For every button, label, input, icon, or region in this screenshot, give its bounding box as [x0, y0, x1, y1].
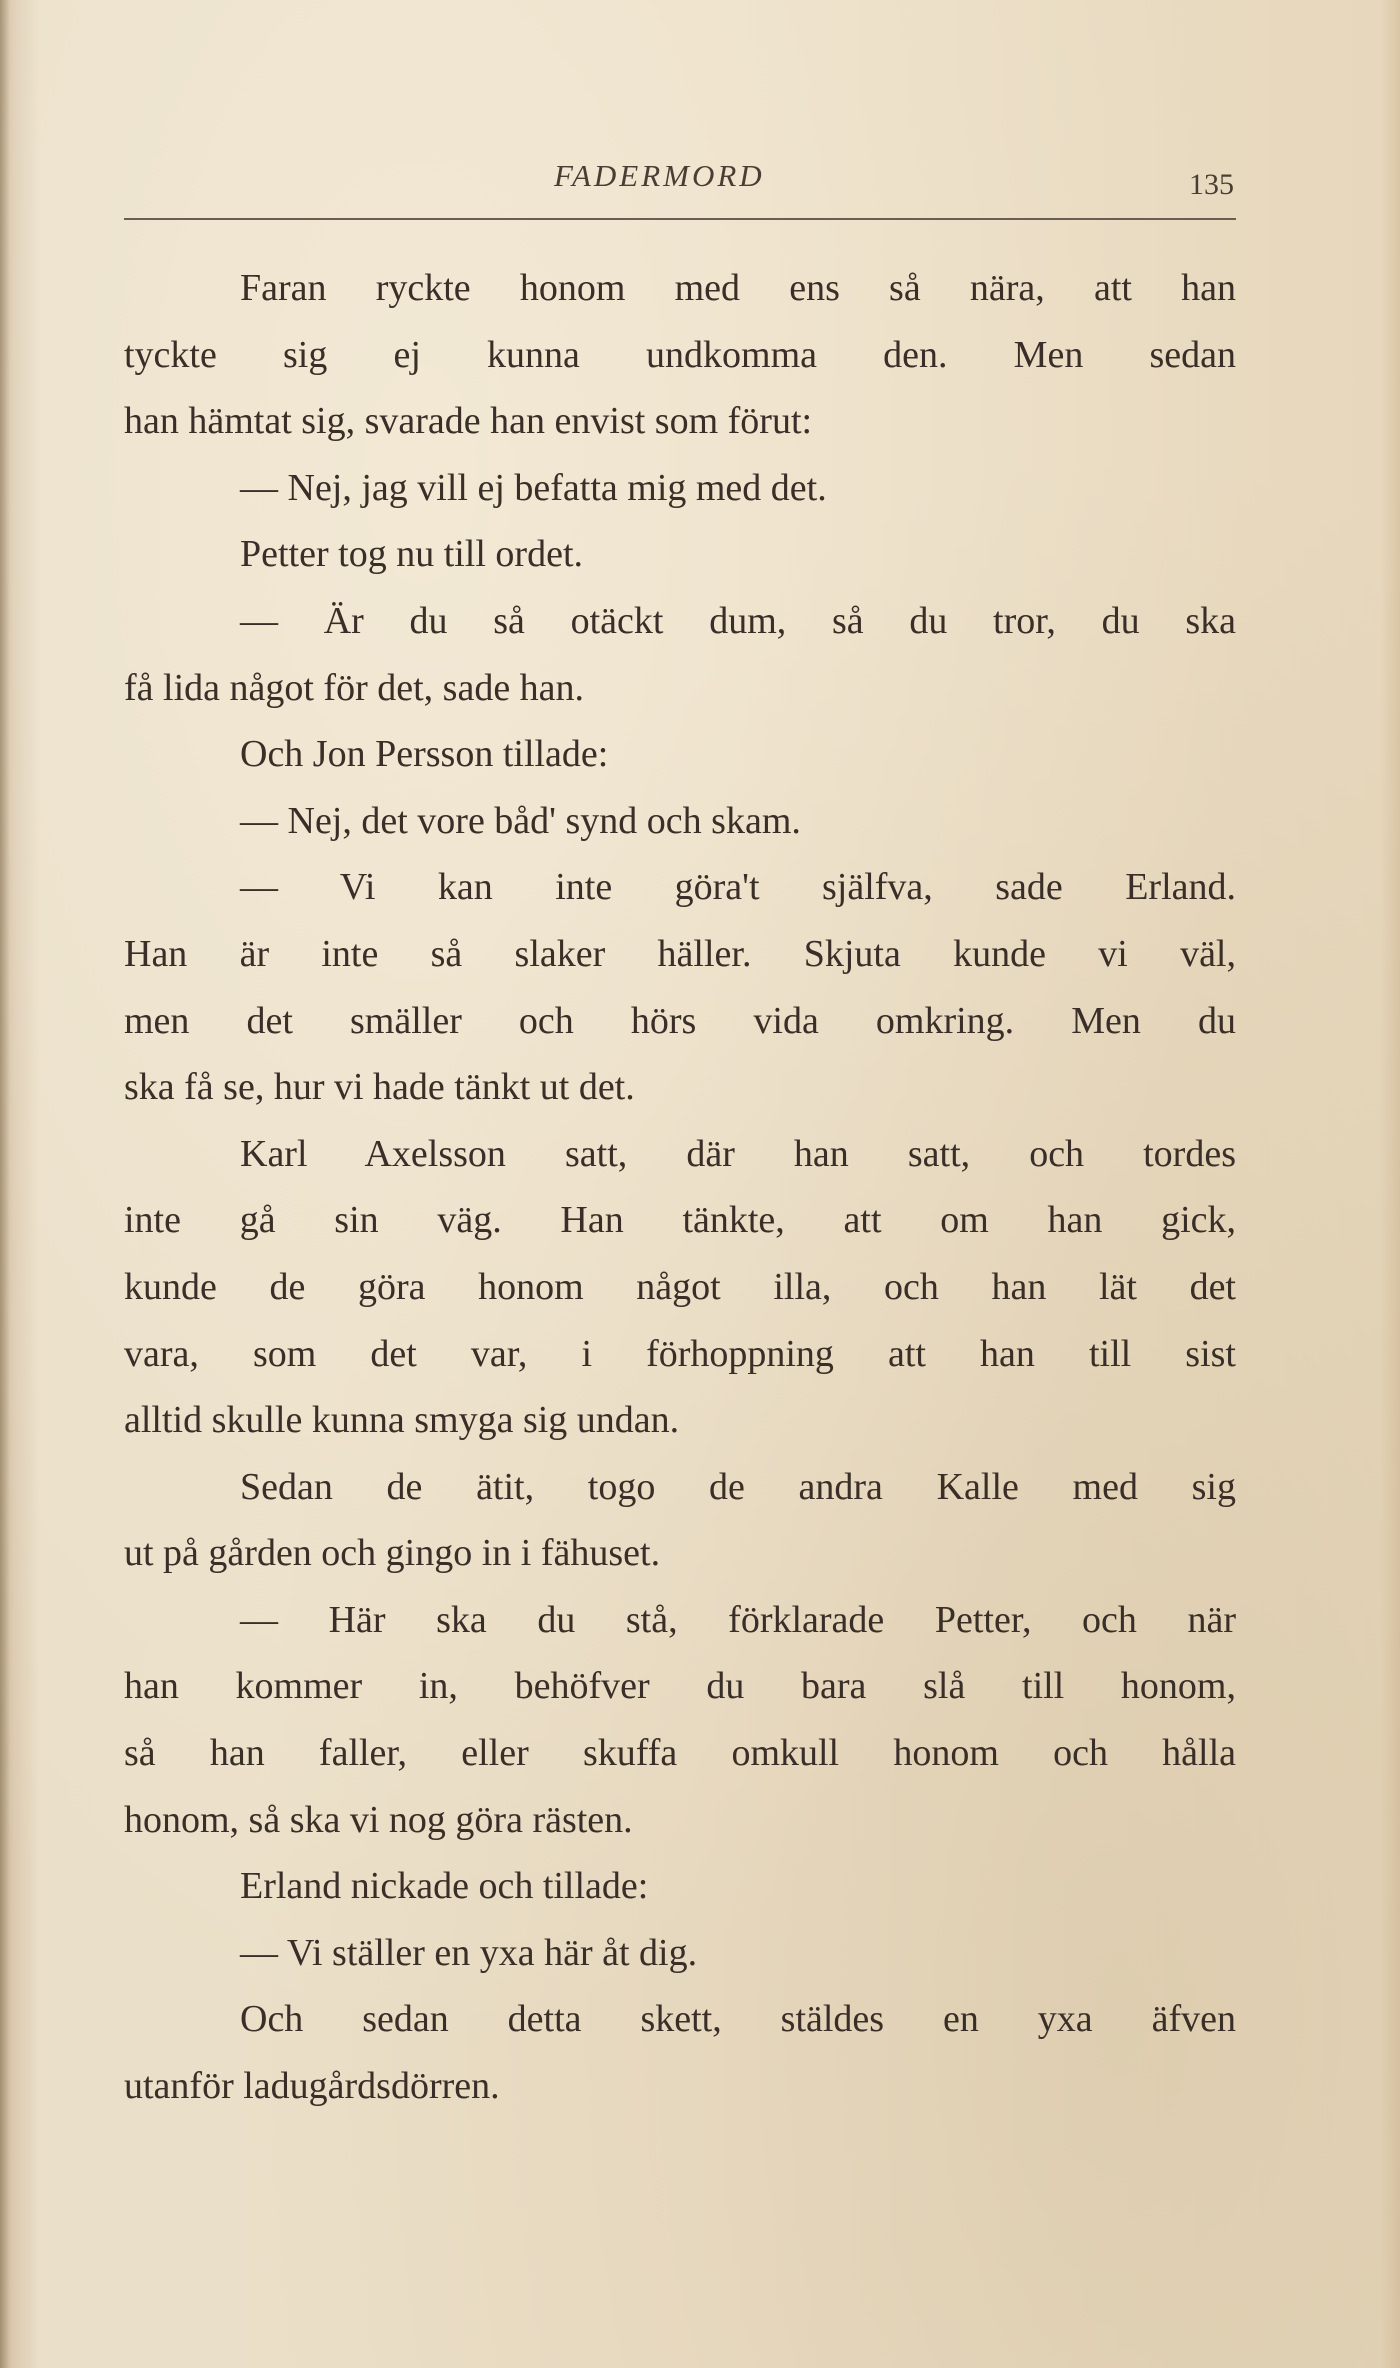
text-line: Faran ryckte honom med ens så nära, att han [240, 267, 1236, 309]
text-line: — Vi kan inte göra't själfva, sade Erland. [240, 866, 1236, 909]
text-line: så han faller, eller skuffa omkull honom och hålla [124, 1732, 1236, 1775]
text-line: inte gå sin väg. Han tänkte, att om han gick, [124, 1199, 1236, 1242]
text-line: men det smäller och hörs vida omkring. Men du [124, 999, 1236, 1042]
text-line: han hämtat sig, svarade han envist som förut: [124, 400, 813, 443]
text-line: kunde de göra honom något illa, och han lät det [124, 1265, 1236, 1308]
running-head [124, 158, 1234, 208]
text-line: Erland nickade och tillade: [240, 1865, 649, 1908]
running-title: FADERMORD [554, 158, 765, 193]
text-line: Och Jon Persson tillade: [240, 733, 609, 776]
text-line: Han är inte så slaker häller. Skjuta kunde vi väl, [124, 932, 1236, 975]
text-line: Karl Axelsson satt, där han satt, och tordes [240, 1132, 1236, 1175]
text-line: Sedan de ätit, togo de andra Kalle med sig [240, 1465, 1236, 1508]
text-line: honom, så ska vi nog göra rästen. [124, 1798, 633, 1841]
text-line: få lida något för det, sade han. [124, 666, 585, 709]
text-line: ska få se, hur vi hade tänkt ut det. [124, 1066, 635, 1109]
text-line: vara, som det var, i förhoppning att han till sist [124, 1332, 1236, 1375]
page-edge-shadow [0, 0, 10, 2368]
text-line: tyckte sig ej kunna undkomma den. Men sedan [124, 333, 1236, 376]
text-line: Petter tog nu till ordet. [240, 533, 584, 576]
text-line: — Är du så otäckt dum, så du tror, du ska [240, 599, 1236, 642]
text-line: Och sedan detta skett, stäldes en yxa äfven [240, 1998, 1236, 2041]
text-line: — Nej, jag vill ej befatta mig med det. [240, 466, 827, 509]
body-text [124, 255, 1236, 2120]
text-line: — Nej, det vore båd' synd och skam. [240, 799, 801, 842]
header-rule [124, 218, 1236, 220]
page-number: 135 [1189, 168, 1234, 201]
text-line: han kommer in, behöfver du bara slå till honom, [124, 1665, 1236, 1708]
text-line: — Vi ställer en yxa här åt dig. [240, 1931, 698, 1974]
text-line: — Här ska du stå, förklarade Petter, och när [240, 1598, 1236, 1641]
text-line: utanför ladugårdsdörren. [124, 2065, 500, 2108]
text-line: ut på gården och gingo in i fähuset. [124, 1532, 661, 1575]
text-line: alltid skulle kunna smyga sig undan. [124, 1399, 680, 1442]
